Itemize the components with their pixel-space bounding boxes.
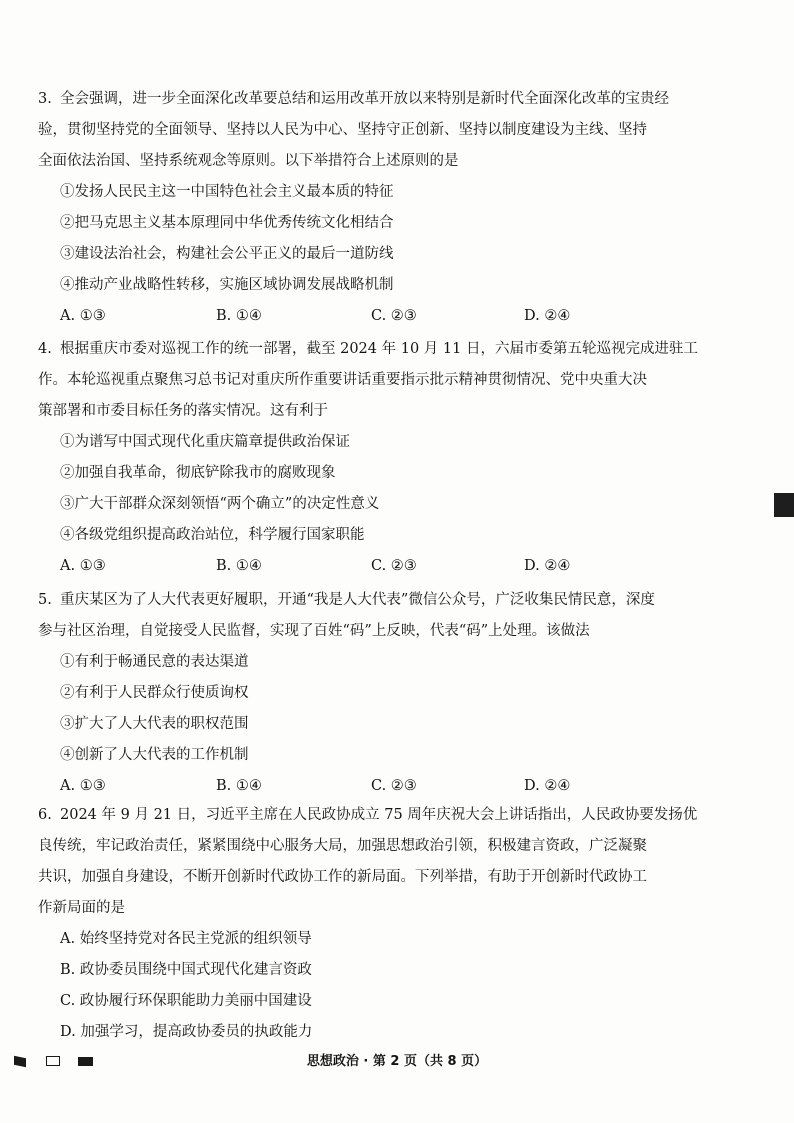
question-4: [38, 334, 728, 582]
choice-b: B. ①④: [216, 308, 262, 324]
question-3-stem: [38, 84, 728, 115]
statement-option-4: ④推动产业战略性转移，实施区域协调发展战略机制: [60, 277, 394, 293]
binding-edge-mark: [774, 493, 794, 517]
statement-option-4: ④创新了人大代表的工作机制: [60, 747, 249, 763]
statement-option-1: ①发扬人民民主这一中国特色社会主义最本质的特征: [60, 184, 394, 200]
question-number: 6.: [38, 807, 52, 823]
choice-b: B. ①④: [216, 558, 262, 574]
statement-option-2: ②把马克思主义基本原理同中华优秀传统文化相结合: [60, 215, 394, 231]
choice-c: C. ②③: [371, 308, 417, 324]
question-number: 5.: [38, 592, 52, 608]
question-6: [38, 800, 728, 1048]
stem-line: 全会强调，进一步全面深化改革要总结和运用改革开放以来特别是新时代全面深化改革的宝贵经: [60, 91, 669, 107]
stem-line: 作。本轮巡视重点聚焦习总书记对重庆所作重要讲话重要指示批示精神贯彻情况、党中央重大决: [38, 372, 647, 388]
choice-c: C. ②③: [371, 558, 417, 574]
stem-line: 策部署和市委目标任务的落实情况。这有利于: [38, 403, 328, 419]
question-6-stem: [38, 800, 728, 831]
statement-option-3: ③广大干部群众深刻领悟“两个确立”的决定性意义: [60, 496, 380, 512]
statement-option-3: ③建设法治社会，构建社会公平正义的最后一道防线: [60, 246, 394, 262]
statement-option-3: ③扩大了人大代表的职权范围: [60, 716, 249, 732]
stem-line: 全面依法治国、坚持系统观念等原则。以下举措符合上述原则的是: [38, 153, 459, 169]
statement-option-1: ①有利于畅通民意的表达渠道: [60, 654, 249, 670]
statement-option-2: ②有利于人民群众行使质询权: [60, 685, 249, 701]
choice-b: B. ①④: [216, 778, 262, 794]
choice-d: D. ②④: [524, 308, 571, 324]
answer-choices: [38, 551, 728, 582]
choice-d: D. ②④: [524, 558, 571, 574]
stem-line: 根据重庆市委对巡视工作的统一部署，截至 2024 年 10 月 11 日，六届市委第五轮巡视完成进驻工: [60, 341, 698, 357]
question-4-stem: [38, 334, 728, 365]
statement-option-2: ②加强自我革命，彻底铲除我市的腐败现象: [60, 465, 336, 481]
page-number: 思想政治 · 第 2 页（共 8 页）: [306, 1054, 488, 1069]
question-5-stem: [38, 585, 728, 616]
statement-option-4: ④各级党组织提高政治站位，科学履行国家职能: [60, 527, 365, 543]
choice-c: C. 政协履行环保职能助力美丽中国建设: [60, 993, 312, 1009]
stem-line: 作新局面的是: [38, 900, 125, 916]
page-footer: [0, 1050, 794, 1074]
stem-line: 重庆某区为了人大代表更好履职，开通“我是人大代表”微信公众号，广泛收集民情民意，深度: [60, 592, 655, 608]
statement-option-1: ①为谱写中国式现代化重庆篇章提供政治保证: [60, 434, 350, 450]
stem-line: 共识，加强自身建设，不断开创新时代政协工作的新局面。下列举措，有助于开创新时代政协工: [38, 869, 647, 885]
choice-d: D. 加强学习，提高政协委员的执政能力: [60, 1024, 313, 1040]
choice-a: A. 始终坚持党对各民主党派的组织领导: [60, 931, 312, 947]
answer-choices: [38, 301, 728, 332]
choice-c: C. ②③: [371, 778, 417, 794]
stem-line: 参与社区治理，自觉接受人民监督，实现了百姓“码”上反映，代表“码”上处理。该做法: [38, 623, 590, 639]
stem-line: 2024 年 9 月 21 日，习近平主席在人民政协成立 75 周年庆祝大会上讲话指出，人民政协要发扬优: [60, 807, 698, 823]
choice-a: A. ①③: [60, 308, 106, 324]
answer-choices: [38, 771, 728, 802]
stem-line: 良传统，牢记政治责任，紧紧围绕中心服务大局，加强思想政治引领，积极建言资政，广泛凝聚: [38, 838, 647, 854]
choice-b: B. 政协委员围绕中国式现代化建言资政: [60, 962, 312, 978]
question-number: 4.: [38, 341, 52, 357]
stem-line: 验，贯彻坚持党的全面领导、坚持以人民为中心、坚持守正创新、坚持以制度建设为主线、坚持: [38, 122, 647, 138]
choice-d: D. ②④: [524, 778, 571, 794]
question-3: [38, 84, 728, 332]
choice-a: A. ①③: [60, 558, 106, 574]
question-5: [38, 585, 728, 802]
choice-a: A. ①③: [60, 778, 106, 794]
question-number: 3.: [38, 91, 52, 107]
